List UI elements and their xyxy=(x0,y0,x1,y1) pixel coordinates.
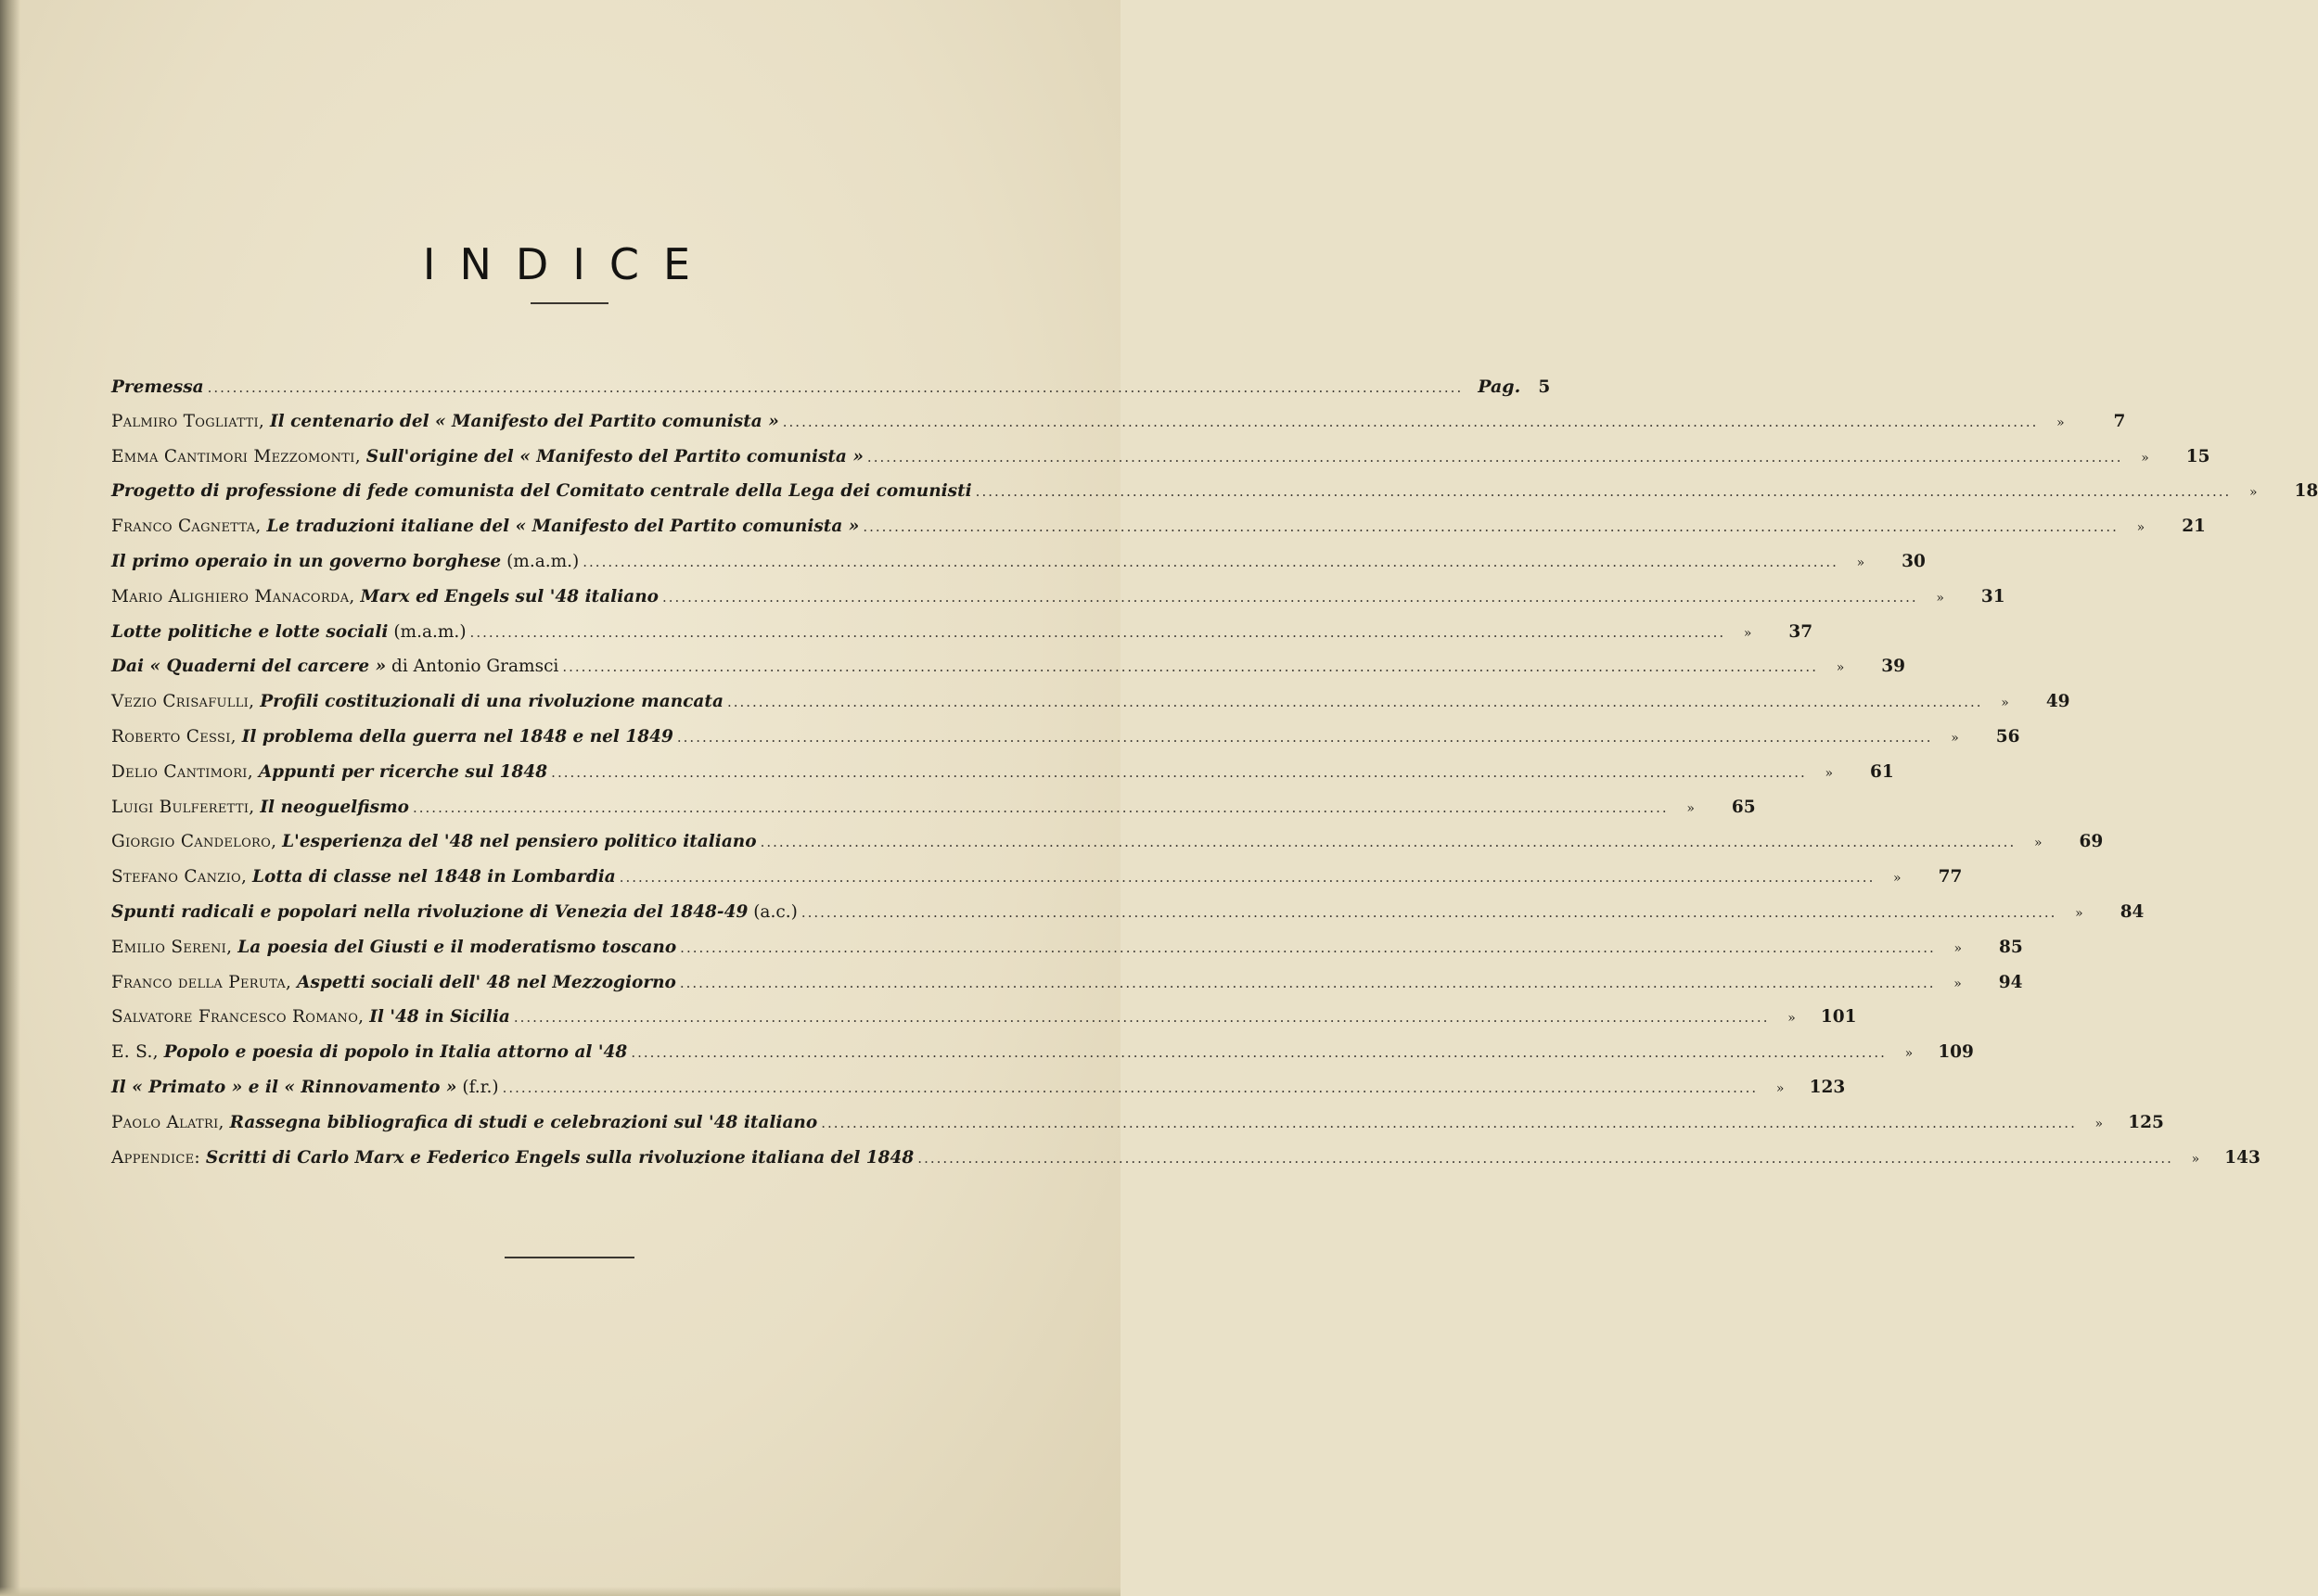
toc-entry-text xyxy=(111,412,779,431)
ditto-mark: » xyxy=(1836,660,1845,676)
toc-entry xyxy=(111,411,2126,447)
toc-entry-text xyxy=(111,481,972,501)
toc-author: Appendice: xyxy=(111,1147,200,1168)
ditto-mark: » xyxy=(1951,730,1959,746)
page-label: Pag. xyxy=(1478,377,1521,397)
ditto-mark: » xyxy=(1743,625,1752,641)
toc-entry xyxy=(111,1077,1846,1113)
table-of-contents xyxy=(111,377,2318,1182)
toc-entry xyxy=(111,586,2005,622)
dot-leader xyxy=(727,694,1983,710)
page-number: 84 xyxy=(2119,901,2145,922)
ditto-mark: » xyxy=(1936,590,1944,606)
toc-work-title: Scritti di Carlo Marx e Federico Engels sulla rivoluzione italiana del 1848 xyxy=(205,1147,915,1168)
toc-work-title: Marx ed Engels sul '48 italiano xyxy=(360,586,660,606)
page-number: 94 xyxy=(1998,972,2023,992)
toc-author: Paolo Alatri, xyxy=(111,1112,224,1132)
page-number: 56 xyxy=(1995,726,2020,747)
ditto-mark: » xyxy=(2249,485,2258,501)
page-number: 61 xyxy=(1870,761,1894,782)
toc-work-title: Progetto di professione di fede comunista del Comitato centrale della Lega dei comunisti xyxy=(111,481,972,502)
page-number: 15 xyxy=(2185,446,2210,466)
toc-work-title: Premessa xyxy=(111,377,204,397)
toc-author: Mario Alighiero Manacorda, xyxy=(111,586,355,606)
toc-work-title: La poesia del Giusti e il moderatismo toscano xyxy=(237,937,677,957)
toc-entry xyxy=(111,446,2210,482)
toc-credit: (a.c.) xyxy=(753,901,798,922)
toc-entry-text xyxy=(111,517,859,536)
dot-leader xyxy=(680,939,1936,956)
toc-work-title: Il problema della guerra nel 1848 e nel 1849 xyxy=(241,726,673,747)
toc-credit: (m.a.m.) xyxy=(393,621,467,642)
toc-work-title: Spunti radicali e popolari nella rivoluzione di Venezia del 1848-49 xyxy=(111,901,749,922)
ditto-mark: » xyxy=(1953,940,1963,956)
toc-entry-text xyxy=(111,902,798,922)
toc-work-title: Il '48 in Sicilia xyxy=(369,1007,510,1028)
toc-work-title: Rassegna bibliografica di studi e celebrazioni sul '48 italiano xyxy=(229,1112,818,1132)
page-number: 125 xyxy=(2128,1112,2164,1132)
ditto-mark: » xyxy=(1893,871,1902,887)
toc-entry xyxy=(111,867,1963,902)
toc-entry xyxy=(111,1112,2164,1148)
toc-entry xyxy=(111,517,2206,552)
dot-leader xyxy=(680,975,1936,991)
toc-entry-text xyxy=(111,762,547,782)
ditto-mark: » xyxy=(2141,450,2149,466)
dot-leader xyxy=(413,799,1669,816)
page-number: 7 xyxy=(2113,411,2126,431)
ditto-mark: » xyxy=(2075,905,2083,921)
dot-leader xyxy=(208,379,1464,396)
toc-entry-text xyxy=(111,1042,627,1062)
page-number: 109 xyxy=(1938,1042,1974,1063)
dot-leader xyxy=(821,1115,2077,1131)
toc-entry xyxy=(111,377,1551,412)
ditto-mark: » xyxy=(2191,1151,2200,1167)
toc-work-title: Appunti per ricerche sul 1848 xyxy=(258,761,548,782)
ditto-mark: » xyxy=(1775,1080,1785,1096)
ditto-mark: » xyxy=(2001,696,2009,711)
toc-author: Franco della Peruta, xyxy=(111,972,292,992)
page-number: 101 xyxy=(1820,1007,1857,1028)
toc-entry-text xyxy=(111,1148,914,1168)
page-number: 65 xyxy=(1731,797,1756,817)
toc-entry-text xyxy=(111,692,724,711)
toc-entry xyxy=(111,1042,1974,1078)
page-number: 143 xyxy=(2224,1147,2260,1168)
toc-author: Franco Cagnetta, xyxy=(111,517,262,537)
dot-leader xyxy=(863,518,2119,535)
toc-author: Luigi Bulferetti, xyxy=(111,797,255,817)
ditto-mark: » xyxy=(1856,555,1865,570)
page-title: INDICE xyxy=(422,239,715,289)
page-number: 39 xyxy=(1881,657,1905,677)
toc-entry-text xyxy=(111,1007,510,1027)
toc-entry xyxy=(111,937,2023,973)
page-number: 18 xyxy=(2294,481,2318,502)
page-number: 30 xyxy=(1902,551,1926,571)
toc-work-title: Dai « Quaderni del carcere » xyxy=(111,657,387,677)
toc-entry-text xyxy=(111,1113,817,1132)
dot-leader xyxy=(562,658,1818,675)
page-number: 49 xyxy=(2045,692,2070,712)
toc-author: Roberto Cessi, xyxy=(111,726,237,747)
page-number: 21 xyxy=(2182,517,2206,537)
toc-entry-text xyxy=(111,798,409,817)
toc-entry-text xyxy=(111,447,864,466)
toc-work-title: Sull'origine del « Manifesto del Partito comunista » xyxy=(365,446,864,466)
toc-entry xyxy=(111,972,2023,1008)
toc-entry-text xyxy=(111,587,659,606)
toc-entry xyxy=(111,1007,1857,1042)
toc-work-title: Il centenario del « Manifesto del Partito comunista » xyxy=(269,411,779,431)
dot-leader xyxy=(867,449,2123,466)
page-number: 85 xyxy=(1999,937,2023,957)
toc-entry-text xyxy=(111,1078,499,1097)
toc-entry xyxy=(111,832,2104,867)
toc-author: Giorgio Candeloro, xyxy=(111,832,277,852)
ditto-mark: » xyxy=(1787,1011,1796,1027)
toc-entry-text xyxy=(111,867,616,887)
toc-author: Emma Cantimori Mezzomonti, xyxy=(111,446,361,466)
dot-leader xyxy=(783,414,2039,430)
toc-entry xyxy=(111,692,2070,727)
toc-work-title: Le traduzioni italiane del « Manifesto del Partito comunista » xyxy=(266,517,860,537)
toc-credit: (f.r.) xyxy=(462,1077,499,1097)
toc-credit: (m.a.m.) xyxy=(506,551,580,571)
toc-entry-text xyxy=(111,832,757,851)
dot-leader xyxy=(620,869,1876,886)
page-number: 37 xyxy=(1788,621,1813,642)
toc-entry xyxy=(111,481,2318,517)
toc-author: Salvatore Francesco Romano, xyxy=(111,1007,365,1028)
ditto-mark: » xyxy=(2033,836,2043,851)
page-number: 5 xyxy=(1538,377,1551,397)
toc-entry-text xyxy=(111,938,676,957)
title-divider xyxy=(531,302,608,304)
toc-entry-text xyxy=(111,622,467,642)
ditto-mark: » xyxy=(2094,1116,2104,1131)
dot-leader xyxy=(917,1150,2173,1167)
toc-work-title: Il primo operaio in un governo borghese xyxy=(111,551,502,571)
ditto-mark: » xyxy=(1904,1046,1914,1062)
toc-work-title: Lotta di classe nel 1848 in Lombardia xyxy=(252,867,616,887)
toc-entry-text xyxy=(111,657,558,676)
dot-leader xyxy=(662,589,1918,606)
dot-leader xyxy=(514,1009,1770,1026)
toc-entry-text xyxy=(111,727,673,747)
toc-author: E. S., xyxy=(111,1042,159,1063)
toc-entry xyxy=(111,621,1813,658)
toc-work-title: Lotte politiche e lotte sociali xyxy=(111,621,389,642)
toc-entry-text xyxy=(111,377,204,397)
dot-leader xyxy=(761,834,2017,850)
toc-work-title: Aspetti sociali dell' 48 nel Mezzogiorno xyxy=(297,972,676,992)
ditto-mark: » xyxy=(1953,976,1962,991)
page-number: 31 xyxy=(1980,586,2005,606)
dot-leader xyxy=(801,904,2057,921)
page-number: 123 xyxy=(1809,1077,1846,1097)
toc-work-title: Profili costituzionali di una rivoluzione mancata xyxy=(260,692,724,712)
dot-leader xyxy=(503,1079,1759,1096)
toc-entry xyxy=(111,657,1905,692)
toc-work-title: L'esperienza del '48 nel pensiero politico italiano xyxy=(282,832,757,852)
toc-entry xyxy=(111,901,2145,938)
ditto-mark: » xyxy=(1825,765,1834,781)
toc-author: Delio Cantimori, xyxy=(111,761,253,782)
toc-work-title: Il neoguelfismo xyxy=(260,797,409,817)
toc-author: Vezio Crisafulli, xyxy=(111,692,255,712)
closing-divider xyxy=(505,1257,634,1258)
dot-leader xyxy=(631,1044,1887,1061)
page-number: 69 xyxy=(2079,832,2104,852)
toc-credit: di Antonio Gramsci xyxy=(391,657,559,677)
dot-leader xyxy=(677,729,1933,746)
toc-entry xyxy=(111,551,1926,587)
dot-leader xyxy=(976,483,2232,500)
toc-work-title: Il « Primato » e il « Rinnovamento » xyxy=(111,1077,457,1097)
toc-entry-text xyxy=(111,973,676,992)
dot-leader xyxy=(551,764,1807,781)
ditto-mark: » xyxy=(2056,415,2065,430)
dot-leader xyxy=(583,554,1838,570)
toc-author: Stefano Canzio, xyxy=(111,867,248,887)
toc-entry xyxy=(111,797,1756,833)
page-number: 77 xyxy=(1938,867,1963,887)
toc-author: Palmiro Togliatti, xyxy=(111,411,265,431)
page-bottom-edge xyxy=(0,1587,1121,1596)
toc-author: Emilio Sereni, xyxy=(111,937,233,957)
toc-entry xyxy=(111,1147,2260,1183)
toc-entry-text xyxy=(111,552,579,571)
toc-work-title: Popolo e poesia di popolo in Italia attorno al '48 xyxy=(163,1042,628,1063)
toc-entry xyxy=(111,761,1894,798)
dot-leader xyxy=(470,624,1726,641)
toc-entry xyxy=(111,726,2020,762)
ditto-mark: » xyxy=(2136,520,2145,536)
ditto-mark: » xyxy=(1686,800,1695,816)
